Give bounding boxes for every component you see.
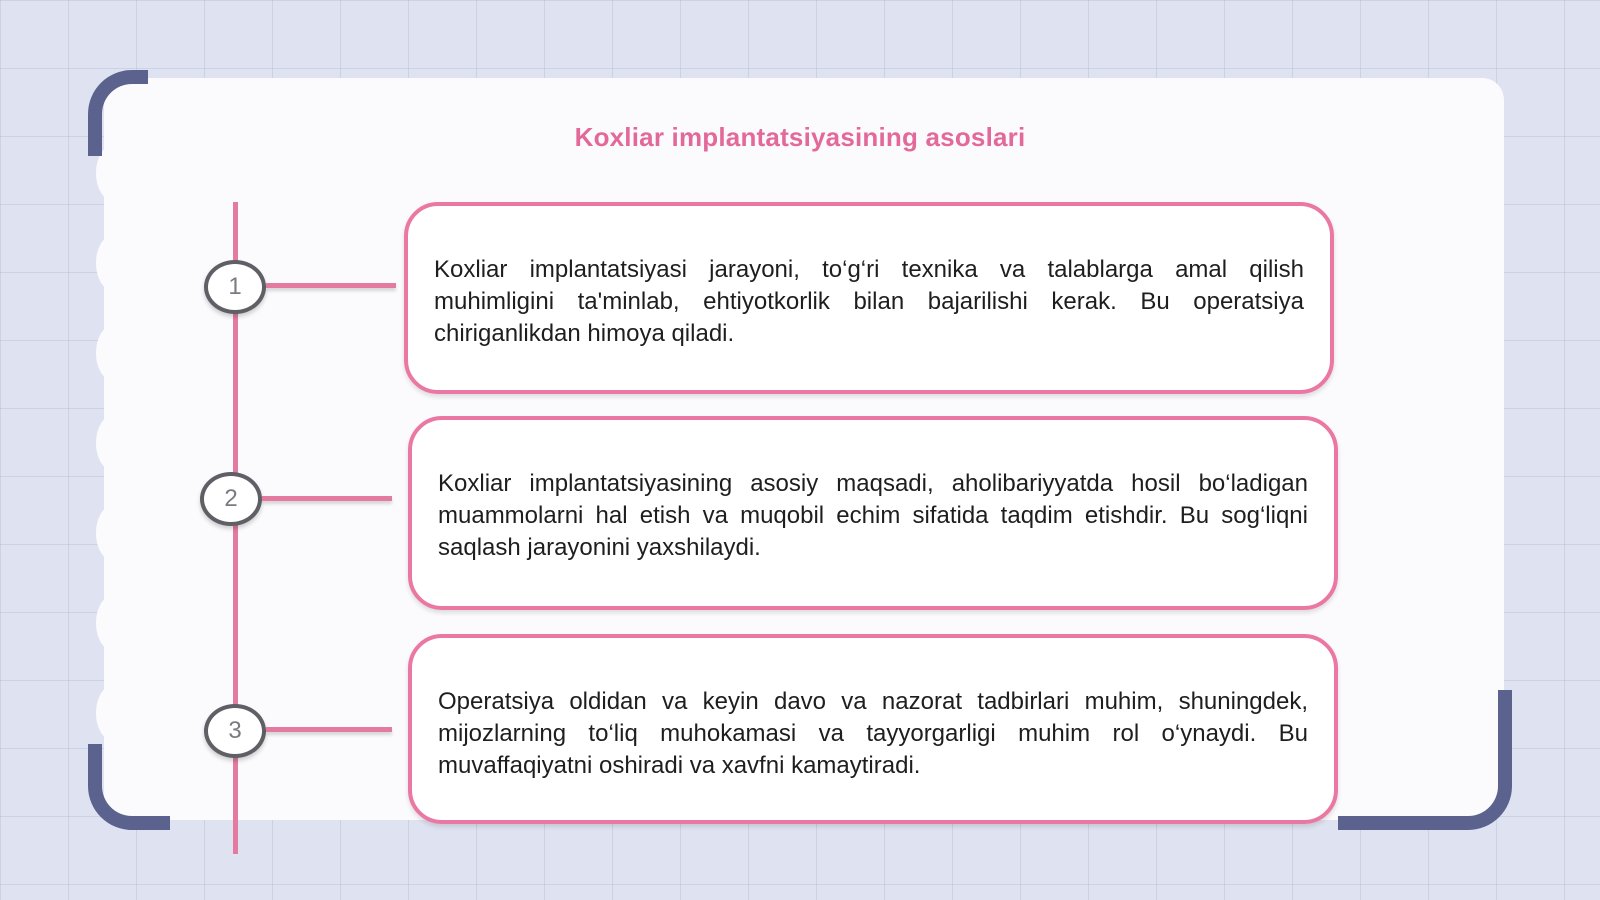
step-connector-3: [266, 727, 392, 732]
card-scallop: [96, 596, 128, 650]
card-scallop: [96, 326, 128, 380]
step-connector-1: [266, 283, 396, 288]
slide-title: Koxliar implantatsiyasining asoslari: [574, 122, 1026, 152]
card-scallop: [96, 686, 128, 740]
corner-bracket-bottom-right: [1338, 690, 1512, 830]
card-scallop: [96, 416, 128, 470]
step-text-1: Koxliar implantatsiyasi jarayoni, to‘g‘ri texnika va talablarga amal qilish muhimligini ta'minlab, ehtiyotkorlik bilan bajarilishi kerak. Bu operatsiya chiriganlikdan himoya qiladi.: [434, 256, 1304, 347]
step-number-2: 2: [200, 472, 262, 526]
step-text-3: Operatsiya oldidan va keyin davo va nazorat tadbirlari muhim, shuningdek, mijozlarning to‘liq muhokamasi va tayyorgarligi muhim rol o‘ynaydi. Bu muvaffaqiyatni oshiradi va xavfni kamaytiradi.: [438, 688, 1308, 779]
step-number-1: 1: [204, 260, 266, 314]
card-scallop: [96, 506, 128, 560]
step-box-3: [408, 634, 1338, 824]
step-text-2: Koxliar implantatsiyasining asosiy maqsadi, aholibariyyatda hosil bo‘ladigan muammolarni hal etish va muqobil echim sifatida taqdim etishdir. Bu sog‘liqni saqlash jarayonini yaxshilaydi.: [438, 470, 1308, 561]
step-number-3: 3: [204, 704, 266, 758]
step-box-2: [408, 416, 1338, 610]
step-box-1: [404, 202, 1334, 394]
step-connector-2: [262, 496, 392, 501]
card-scallop: [96, 236, 128, 290]
corner-bracket-bottom-left: [88, 744, 170, 830]
